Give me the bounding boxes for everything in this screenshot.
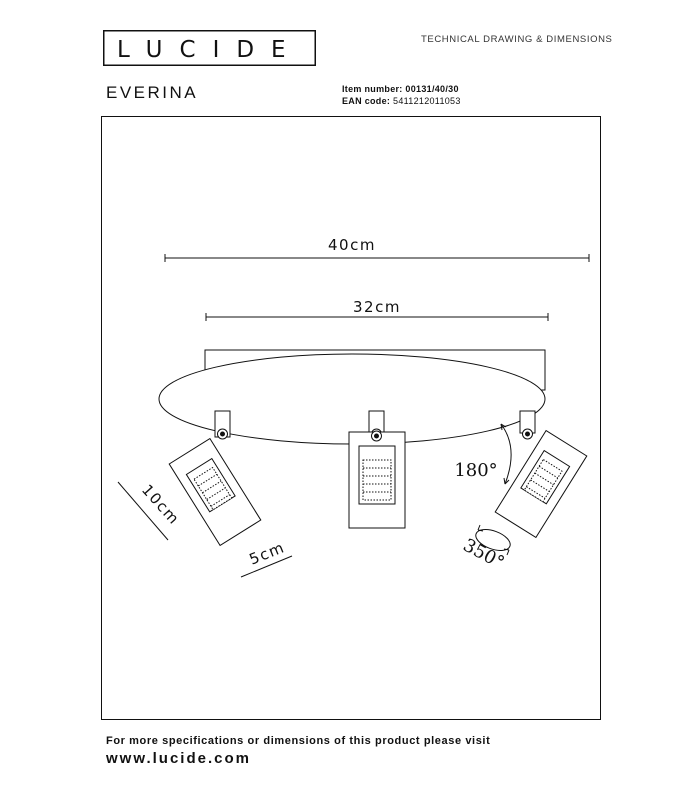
rotation-angle-label: 350° <box>459 534 508 574</box>
ean-label: EAN code: <box>342 96 391 106</box>
spot-length-label: 10cm <box>137 480 184 529</box>
right-joint <box>520 411 535 439</box>
ean-value: 5411212011053 <box>393 96 461 106</box>
center-spotlight <box>349 431 405 528</box>
lucide-logo <box>103 30 316 66</box>
tilt-arc-icon <box>501 424 511 484</box>
item-number-label: Item number: <box>342 84 403 94</box>
item-number-value: 00131/40/30 <box>405 84 459 94</box>
product-meta <box>342 83 461 107</box>
plate-width-label: 32cm <box>353 298 401 316</box>
spot-width-label: 5cm <box>246 538 288 569</box>
technical-drawing <box>101 116 601 720</box>
svg-text:LUCIDE: LUCIDE <box>117 37 303 63</box>
footer-note: For more specifications or dimensions of this product please visit <box>106 735 491 747</box>
total-width-label: 40cm <box>328 236 376 254</box>
left-spotlight <box>169 439 261 546</box>
website-link[interactable]: www.lucide.com <box>106 750 251 767</box>
document-type: TECHNICAL DRAWING & DIMENSIONS <box>421 34 613 45</box>
left-joint <box>215 411 230 439</box>
right-spotlight <box>495 431 587 538</box>
tilt-angle-label: 180° <box>454 460 498 481</box>
product-name: EVERINA <box>106 83 199 102</box>
